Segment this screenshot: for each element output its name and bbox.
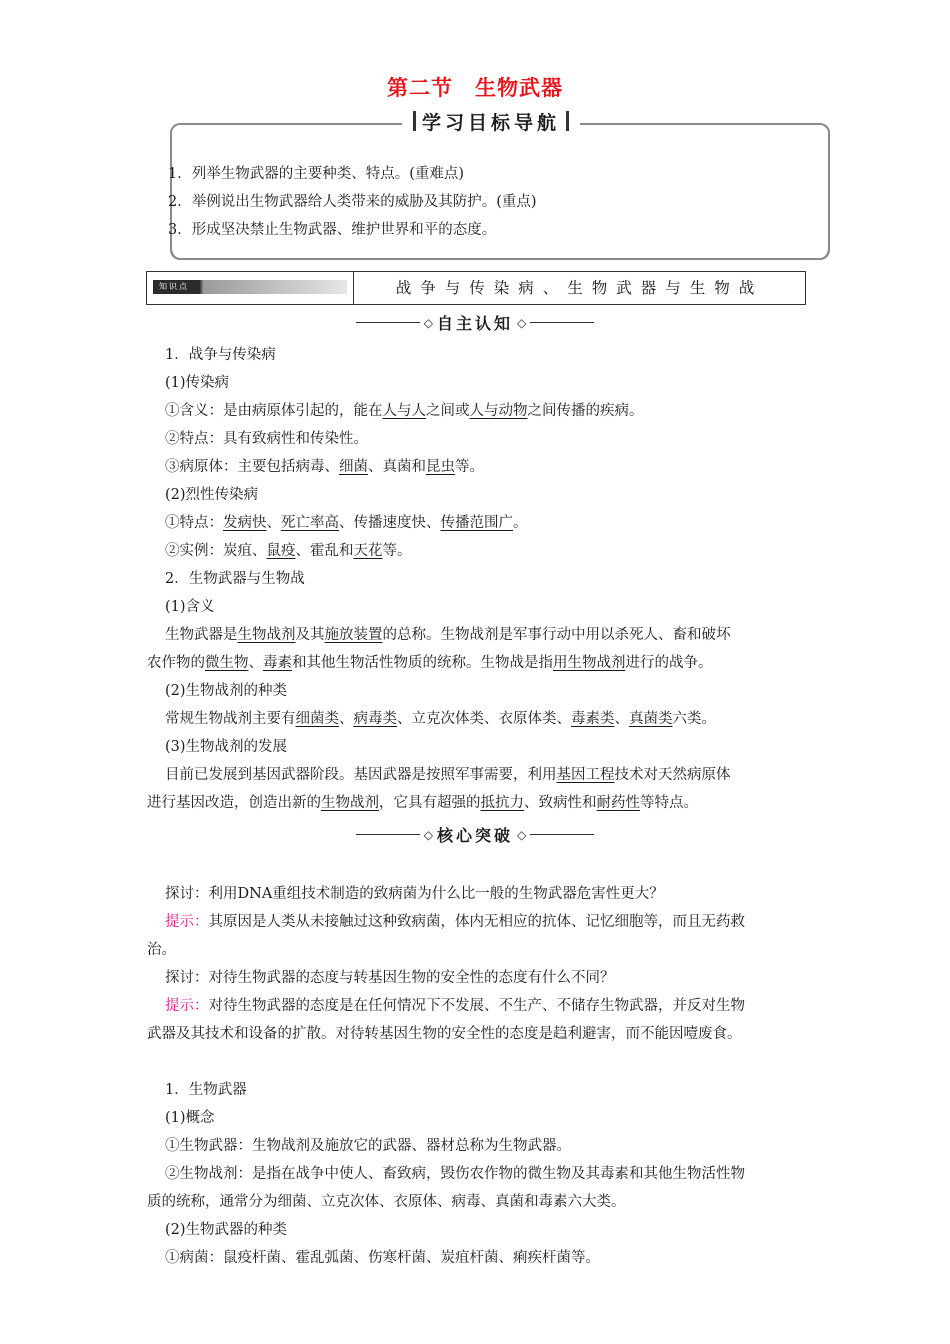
underlined-term: 细菌 — [339, 459, 368, 475]
text-run: 等特点。 — [640, 795, 698, 811]
text-line — [165, 761, 731, 789]
text-line: 2．生物武器与生物战 — [165, 571, 305, 587]
answer-line: 武器及其技术和设备的扩散。对待转基因生物的安全性的态度是趋利避害，而不能因噎废食。 — [147, 1026, 742, 1042]
text-run: 进行的战争。 — [625, 655, 713, 671]
section-heading-self-study — [0, 311, 950, 334]
text-run: ①特点： — [165, 515, 223, 531]
learning-goals-list — [168, 160, 537, 244]
header-bar-right — [566, 111, 569, 131]
goal-item: 3．形成坚决禁止生物武器、维护世界和平的态度。 — [168, 222, 497, 238]
text-line — [165, 621, 731, 649]
text-run: 、霍乱和 — [295, 543, 354, 559]
text-run: 。 — [513, 515, 528, 531]
text-run: 进行基因改造，创造出新的 — [147, 795, 321, 811]
text-line: 1．生物武器 — [165, 1082, 247, 1098]
underlined-term: 昆虫 — [426, 459, 455, 475]
underlined-term: 毒素类 — [571, 711, 615, 727]
text-run: 、传播速度快、 — [339, 515, 441, 531]
text-run: ，它具有超强的 — [379, 795, 481, 811]
underlined-term: 毒素 — [263, 655, 292, 671]
answer-line: 治。 — [147, 942, 176, 958]
text-line: (1)含义 — [165, 599, 215, 615]
underlined-term: 用生物战剂 — [553, 655, 626, 671]
question-line: 探讨：对待生物武器的态度与转基因生物的安全性的态度有什么不同？ — [165, 970, 615, 986]
text-run: ②实例：炭疽、 — [165, 543, 267, 559]
diamond-icon: ◇ — [423, 315, 433, 330]
text-line: (2)烈性传染病 — [165, 487, 259, 503]
section-heading-core — [0, 823, 950, 846]
underlined-term: 微生物 — [205, 655, 249, 671]
underlined-term: 生物战剂 — [321, 795, 379, 811]
diamond-icon: ◇ — [423, 827, 433, 842]
text-line — [147, 789, 698, 817]
text-run: 六类。 — [672, 711, 716, 727]
text-run: 之间或 — [426, 403, 470, 419]
question-line: 探讨：利用DNA重组技术制造的致病菌为什么比一般的生物武器危害性更大？ — [165, 886, 664, 902]
text-run: 、立克次体类、衣原体类、 — [397, 711, 571, 727]
goal-item: 1．列举生物武器的主要种类、特点。(重难点) — [168, 166, 465, 182]
underlined-term: 真菌类 — [629, 711, 673, 727]
answer-line — [165, 992, 745, 1020]
text-run: 、 — [266, 515, 281, 531]
answer-line — [165, 908, 745, 936]
underlined-term: 死亡率高 — [281, 515, 339, 531]
heading-rule-left — [356, 834, 420, 835]
text-line: (2)生物武器的种类 — [165, 1222, 288, 1238]
knowledge-point-bar — [146, 271, 806, 305]
text-run: 、 — [248, 655, 263, 671]
learning-goals-header-text: 学习目标导航 — [421, 111, 560, 134]
text-line — [165, 397, 644, 425]
text-run: 农作物的 — [147, 655, 205, 671]
text-run: 其原因是人类从未接触过这种致病菌，体内无相应的抗体、记忆细胞等，而且无药救 — [208, 914, 745, 930]
section-heading-text: 自主认知 — [436, 314, 513, 333]
text-run: 、致病性和 — [524, 795, 597, 811]
underlined-term: 生物战剂 — [237, 627, 296, 643]
text-run: 等。 — [382, 543, 412, 559]
text-line: ②特点：具有致病性和传染性。 — [165, 431, 368, 447]
page-title: 第二节 生物武器 — [387, 76, 563, 100]
underlined-term: 人与人 — [382, 403, 426, 419]
underlined-term: 耐药性 — [596, 795, 640, 811]
knowledge-point-tag-label: 知识点 — [159, 282, 189, 291]
text-line: 质的统称，通常分为细菌、立克次体、衣原体、病毒、真菌和毒素六大类。 — [147, 1194, 626, 1210]
text-line: (3)生物战剂的发展 — [165, 739, 288, 755]
text-run: 生物武器是 — [165, 627, 238, 643]
header-bar-left — [413, 111, 416, 131]
underlined-term: 基因工程 — [556, 767, 615, 783]
text-line — [165, 453, 484, 481]
heading-rule-right — [530, 834, 594, 835]
text-run: 对待生物武器的态度是在任何情况下不发展、不生产、不储存生物武器，并反对生物 — [208, 998, 745, 1014]
text-line: (1)传染病 — [165, 375, 230, 391]
text-line: ①生物武器：生物战剂及施放它的武器、器材总称为生物武器。 — [165, 1138, 571, 1154]
text-run: 技术对天然病原体 — [614, 767, 731, 783]
underlined-term: 病毒类 — [353, 711, 397, 727]
learning-goals-header — [402, 106, 580, 136]
text-line: (1)概念 — [165, 1110, 215, 1126]
hint-label: 提示： — [165, 914, 209, 930]
text-run: 常规生物战剂主要有 — [165, 711, 296, 727]
underlined-term: 发病快 — [223, 515, 267, 531]
text-line — [165, 509, 528, 537]
hint-label: 提示： — [165, 998, 209, 1014]
heading-rule-right — [530, 322, 594, 323]
diamond-icon: ◇ — [517, 827, 527, 842]
text-line: ②生物战剂：是指在战争中使人、畜致病，毁伤农作物的微生物及其毒素和其他生物活性物 — [165, 1166, 745, 1182]
underlined-term: 鼠疫 — [266, 543, 296, 559]
text-line: ①病菌：鼠疫杆菌、霍乱弧菌、伤寒杆菌、炭疽杆菌、痢疾杆菌等。 — [165, 1250, 600, 1266]
text-run: ③病原体：主要包括病毒、 — [165, 459, 339, 475]
text-run: 的总称。生物战剂是军事行动中用以杀死人、畜和破坏 — [382, 627, 731, 643]
text-line — [165, 537, 412, 565]
underlined-term: 人与动物 — [469, 403, 528, 419]
knowledge-point-title: 战争与传染病、生物武器与生物战 — [395, 279, 764, 297]
text-run: 、 — [339, 711, 354, 727]
text-run: 之间传播的疾病。 — [527, 403, 644, 419]
underlined-term: 天花 — [353, 543, 383, 559]
text-run: ①含义：是由病原体引起的，能在 — [165, 403, 383, 419]
underlined-term: 施放装置 — [324, 627, 383, 643]
text-run: 、真菌和 — [368, 459, 426, 475]
text-run: 及其 — [295, 627, 325, 643]
goal-item: 2．举例说出生物武器给人类带来的威胁及其防护。(重点) — [168, 194, 537, 210]
section-heading-text: 核心突破 — [436, 826, 513, 845]
underlined-term: 传播范围广 — [440, 515, 513, 531]
underlined-term: 抵抗力 — [480, 795, 524, 811]
text-run: 、 — [614, 711, 629, 727]
text-run: 等。 — [455, 459, 484, 475]
knowledge-point-tag — [153, 280, 347, 294]
text-line: 1．战争与传染病 — [165, 347, 276, 363]
text-line — [165, 705, 716, 733]
text-run: 和其他生物活性物质的统称。生物战是指 — [292, 655, 553, 671]
text-run: 目前已发展到基因武器阶段。基因武器是按照军事需要，利用 — [165, 767, 557, 783]
diamond-icon: ◇ — [517, 315, 527, 330]
underlined-term: 细菌类 — [295, 711, 339, 727]
text-line: (2)生物战剂的种类 — [165, 683, 288, 699]
heading-rule-left — [356, 322, 420, 323]
text-line — [147, 649, 713, 677]
